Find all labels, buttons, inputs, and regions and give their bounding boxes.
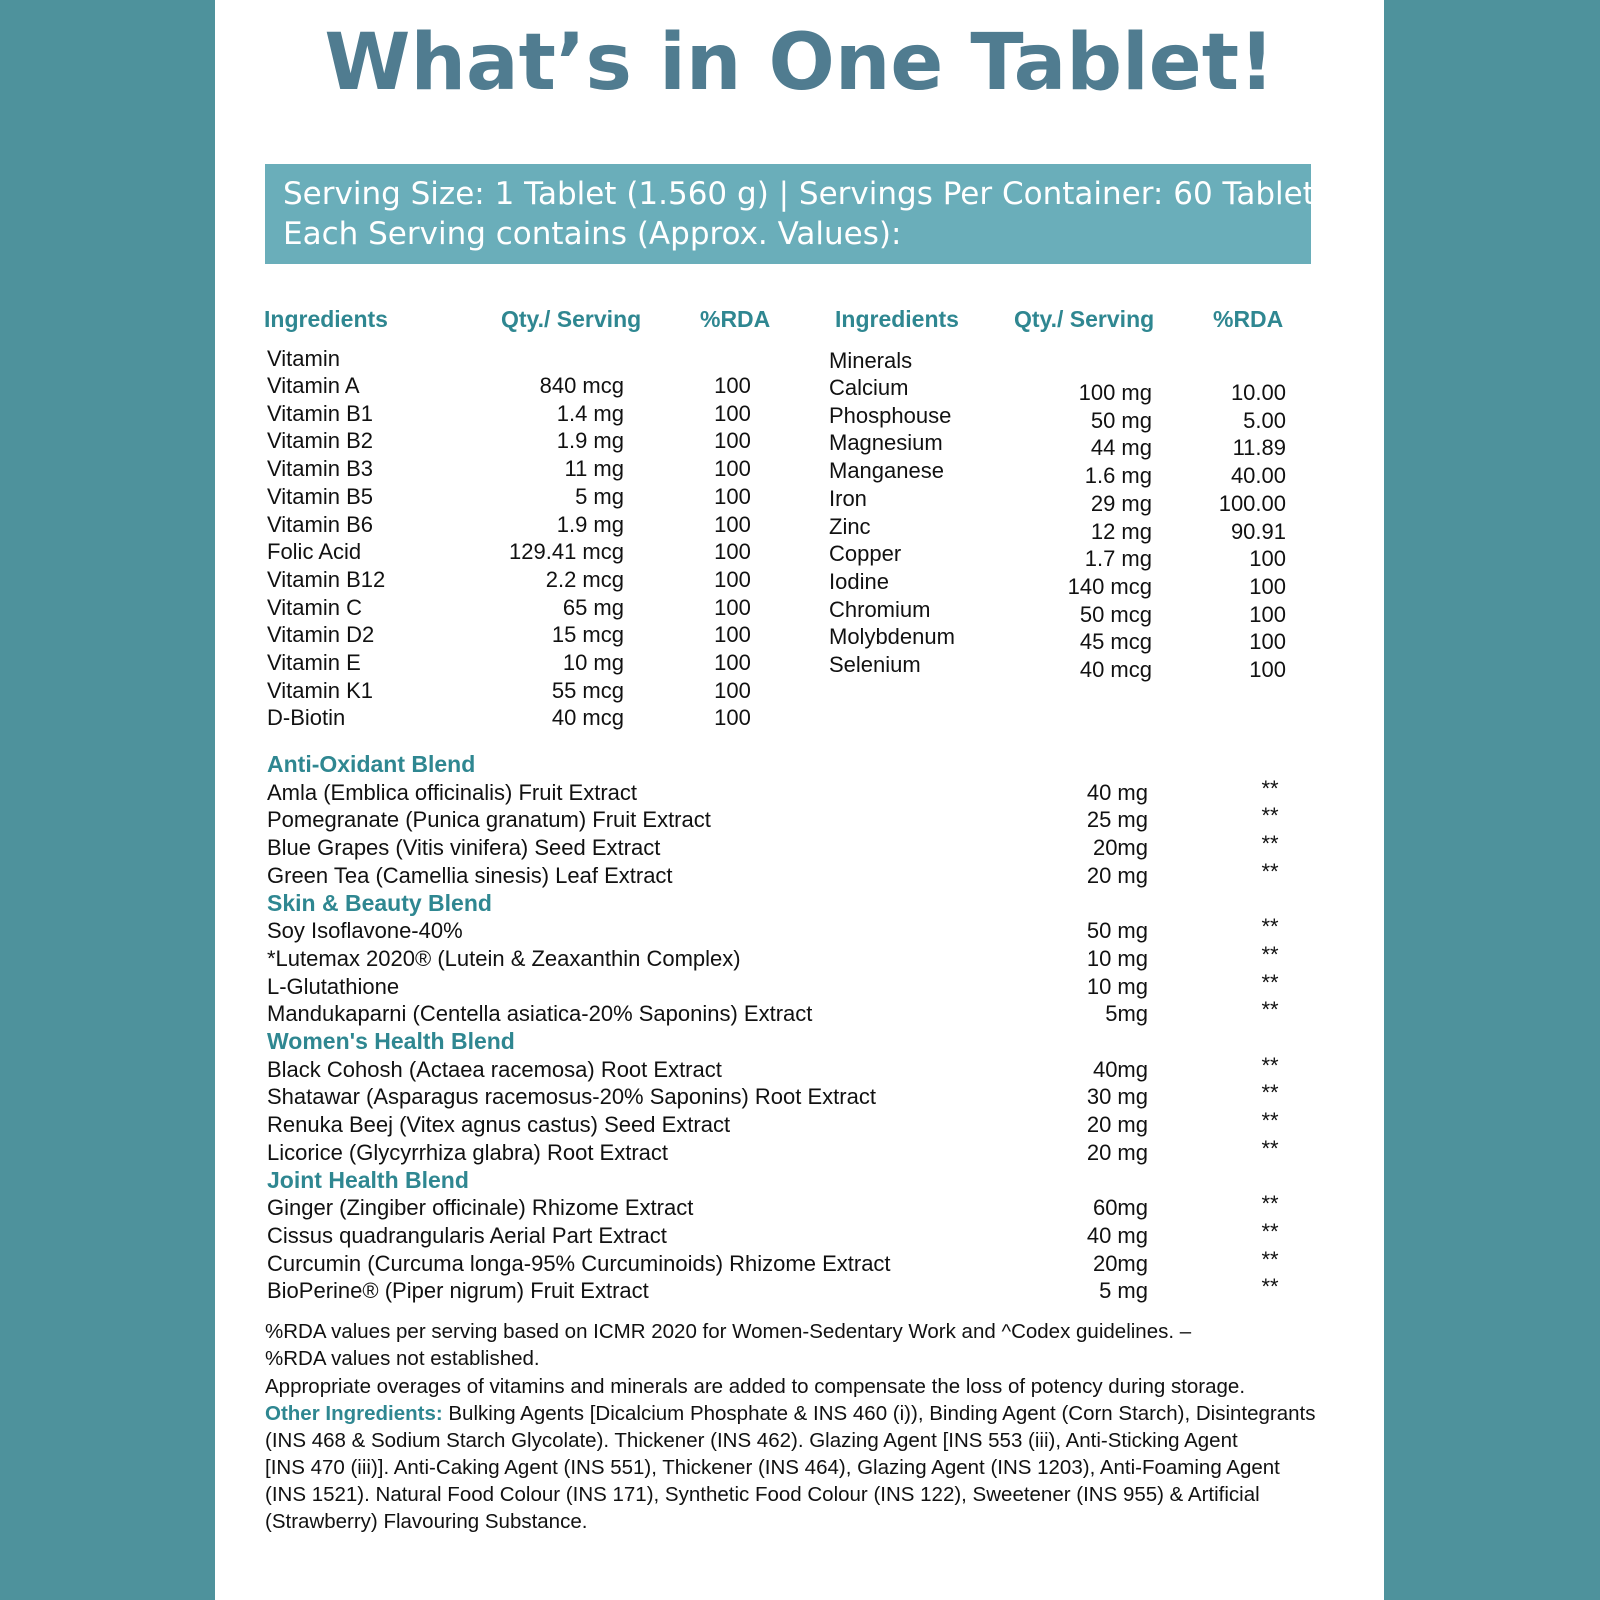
header-rda-left: %RDA [700,306,771,332]
vitamin-rda: 100 [714,428,751,454]
vitamin-qty: 2.2 mcg [545,566,624,592]
mineral-name: Molybdenum [829,624,955,650]
vitamin-rda: 100 [714,511,751,537]
blend-item-qty: 20 mg [1086,862,1148,888]
vitamin-qty: 65 mg [562,594,624,620]
mineral-name: Manganese [829,458,944,484]
vitamin-name: Vitamin C [267,594,362,620]
blend-item-name: Mandukaparni (Centella asiatica-20% Saponins) Extract [267,1001,813,1027]
mineral-qty: 50 mcg [1079,601,1152,627]
vitamin-rda: 100 [714,400,751,426]
mineral-rda: 5.00 [1243,407,1286,433]
mineral-qty: 1.7 mg [1084,546,1152,572]
mineral-name: Zinc [829,513,871,539]
blend-item-name: L-Glutathione [267,973,400,999]
blend-item-name: Blue Grapes (Vitis vinifera) Seed Extract [267,835,661,861]
overages-note: Appropriate overages of vitamins and minerals are added to compensate the loss of potency during storage. [265,1375,1246,1398]
blend-item-rda: ** [1261,1052,1279,1078]
blend-item-name: Soy Isoflavone-40% [267,918,463,944]
vitamin-rda: 100 [714,594,751,620]
blend-item-qty: 60mg [1092,1195,1148,1221]
blend-item-rda: ** [1261,1274,1279,1300]
blend-item-name: Pomegranate (Punica granatum) Fruit Extract [267,807,711,833]
blend-item-rda: ** [1261,1108,1279,1134]
other-ingredients-label: Other Ingredients: [265,1402,443,1425]
vitamin-name: Vitamin E [267,650,361,675]
blend-item-rda: ** [1261,1218,1279,1244]
serving-size-line: Serving Size: 1 Tablet (1.560 g) | Servings Per Container: 60 Tablets [283,176,1331,212]
vitamin-name: D-Biotin [267,705,346,731]
blend-item-rda: ** [1261,1246,1279,1272]
mineral-qty: 50 mg [1090,407,1152,433]
blend-title: Joint Health Blend [267,1166,469,1193]
vitamin-name: Vitamin B6 [267,511,373,537]
other-ingredients-line5: (Strawberry) Flavouring Substance. [265,1510,588,1533]
blend-item-rda: ** [1261,941,1279,967]
blend-item-rda: ** [1261,969,1279,995]
vitamin-qty: 1.9 mg [556,428,624,454]
blend-item-rda: ** [1261,831,1279,857]
blend-item-qty: 20mg [1092,835,1148,861]
serving-contains-line: Each Serving contains (Approx. Values): [283,216,902,252]
vitamin-name: Vitamin D2 [267,622,375,648]
vitamin-name: Vitamin B3 [267,456,373,482]
vitamin-rda: 100 [714,705,751,731]
vitamin-rda: 100 [714,622,751,648]
vitamin-qty: 840 mcg [539,373,624,398]
mineral-name: Iron [829,485,867,511]
blend-item-qty: 40mg [1092,1056,1148,1082]
mineral-name: Calcium [829,375,909,400]
header-qty-right: Qty./ Serving [1014,306,1155,332]
blend-item-name: BioPerine® (Piper nigrum) Fruit Extract [267,1278,649,1304]
blend-item-rda: ** [1261,858,1279,884]
header-qty-left: Qty./ Serving [501,306,642,332]
blend-item-name: *Lutemax 2020® (Lutein & Zeaxanthin Complex) [267,945,741,971]
left-side-bar [0,0,215,1600]
blend-item-qty: 5mg [1105,1001,1148,1027]
page-title: What’s in One Tablet! [324,18,1275,108]
blend-item-rda: ** [1261,997,1279,1023]
vitamin-name: Vitamin B12 [267,566,386,592]
blend-item-name: Shatawar (Asparagus racemosus-20% Saponins) Root Extract [267,1084,876,1110]
other-ingredients-line1 [265,1400,1316,1428]
mineral-rda: 90.91 [1230,518,1286,544]
other-ingredients-line2: (INS 468 & Sodium Starch Glycolate). Thickener (INS 462). Glazing Agent [INS 553 (iii), Anti-Sticking Agent [265,1429,1238,1452]
blend-item-rda: ** [1261,914,1279,940]
blend-item-qty: 20mg [1092,1250,1148,1276]
blend-item-rda: ** [1261,775,1279,801]
mineral-rda: 100.00 [1218,490,1286,516]
blend-item-qty: 10 mg [1086,945,1148,971]
vitamin-qty: 55 mcg [551,677,624,703]
other-ingredients-line4: (INS 1521). Natural Food Colour (INS 171), Synthetic Food Colour (INS 122), Sweetener (INS 955) & Artificial [265,1483,1260,1506]
vitamin-name: Vitamin B1 [267,400,373,426]
header-ingredients-left: Ingredients [264,306,388,332]
other-ingredients-line3: [INS 470 (iii)]. Anti-Caking Agent (INS 551), Thickener (INS 464), Glazing Agent (INS 1203), Anti-Foaming Agent [265,1456,1280,1479]
blend-item-name: Ginger (Zingiber officinale) Rhizome Extract [267,1195,694,1221]
vitamin-rda: 100 [714,539,751,565]
blend-item-qty: 40 mg [1086,1222,1148,1248]
vitamin-rda: 100 [714,650,751,675]
blend-item-qty: 40 mg [1086,779,1148,805]
mineral-rda: 40.00 [1230,463,1286,489]
mineral-qty: 140 mcg [1067,573,1152,599]
blend-item-qty: 50 mg [1086,918,1148,944]
vitamin-qty: 10 mg [562,650,624,675]
blend-item-qty: 5 mg [1099,1278,1148,1304]
mineral-name: Magnesium [829,430,943,456]
blend-item-name: Green Tea (Camellia sinesis) Leaf Extract [267,862,673,888]
mineral-qty: 29 mg [1090,490,1152,516]
mineral-name: Copper [829,541,902,567]
mineral-qty: 12 mg [1090,518,1152,544]
blend-item-rda: ** [1261,1191,1279,1217]
mineral-rda: 100 [1249,573,1286,599]
blend-item-name: Renuka Beej (Vitex agnus castus) Seed Extract [267,1112,731,1138]
blend-title: Anti-Oxidant Blend [267,751,476,777]
blend-item-name: Amla (Emblica officinalis) Fruit Extract [267,779,638,805]
blend-item-qty: 20 mg [1086,1139,1148,1165]
mineral-rda: 11.89 [1232,435,1286,461]
mineral-qty: 1.6 mg [1084,463,1152,489]
serving-banner [265,164,1331,264]
mineral-qty: 44 mg [1090,435,1152,461]
vitamin-qty: 40 mcg [551,705,624,731]
mineral-rda: 100 [1249,657,1286,682]
blend-title: Women's Health Blend [267,1028,515,1054]
vitamins-heading: Vitamin [267,346,340,371]
mineral-qty: 100 mg [1078,380,1152,405]
vitamin-qty: 1.4 mg [556,400,624,426]
mineral-name: Phosphouse [829,402,952,428]
blend-item-name: Black Cohosh (Actaea racemosa) Root Extract [267,1056,722,1082]
vitamin-rda: 100 [714,456,751,482]
header-ingredients-right: Ingredients [835,306,959,332]
blend-item-rda: ** [1261,1080,1279,1106]
vitamin-name: Vitamin B5 [267,483,373,509]
blend-item-rda: ** [1261,1135,1279,1161]
vitamin-name: Folic Acid [267,539,362,565]
header-rda-right: %RDA [1213,306,1284,332]
mineral-rda: 100 [1249,601,1286,627]
blend-item-name: Cissus quadrangularis Aerial Part Extract [267,1222,667,1248]
mineral-qty: 45 mcg [1079,629,1152,655]
mineral-name: Iodine [829,568,889,594]
vitamin-qty: 11 mg [564,456,624,482]
blend-item-rda: ** [1261,803,1279,829]
vitamin-rda: 100 [714,677,751,703]
mineral-qty: 40 mcg [1079,657,1152,682]
vitamin-rda: 100 [714,373,751,398]
vitamin-qty: 1.9 mg [556,511,624,537]
minerals-heading: Minerals [829,348,913,373]
vitamin-rda: 100 [714,566,751,592]
vitamin-qty: 129.41 mcg [509,539,624,565]
blend-item-qty: 30 mg [1086,1084,1148,1110]
blend-item-qty: 25 mg [1086,807,1148,833]
mineral-rda: 10.00 [1230,380,1286,405]
blend-item-qty: 10 mg [1086,973,1148,999]
mineral-name: Chromium [829,596,931,622]
vitamin-qty: 15 mcg [551,622,624,648]
blend-item-name: Licorice (Glycyrrhiza glabra) Root Extract [267,1139,669,1165]
mineral-name: Selenium [829,652,921,677]
right-side-bar [1384,0,1600,1600]
mineral-rda: 100 [1249,629,1286,655]
other-ingredients-text1: Bulking Agents [Dicalcium Phosphate & INS 460 (i)), Binding Agent (Corn Starch), Disintegrants [442,1402,1316,1425]
blend-title: Skin & Beauty Blend [267,889,492,916]
vitamin-name: Vitamin B2 [267,428,373,454]
vitamin-rda: 100 [714,483,751,509]
rda-note-line1: %RDA values per serving based on ICMR 2020 for Women-Sedentary Work and ^Codex guidelines. – [265,1320,1192,1343]
rda-note-line2: %RDA values not established. [265,1347,540,1370]
blend-item-qty: 20 mg [1086,1112,1148,1138]
mineral-rda: 100 [1249,546,1286,572]
vitamin-name: Vitamin A [267,373,360,398]
vitamin-name: Vitamin K1 [267,677,373,703]
vitamin-qty: 5 mg [575,483,624,509]
blend-item-name: Curcumin (Curcuma longa-95% Curcuminoids) Rhizome Extract [267,1250,891,1276]
